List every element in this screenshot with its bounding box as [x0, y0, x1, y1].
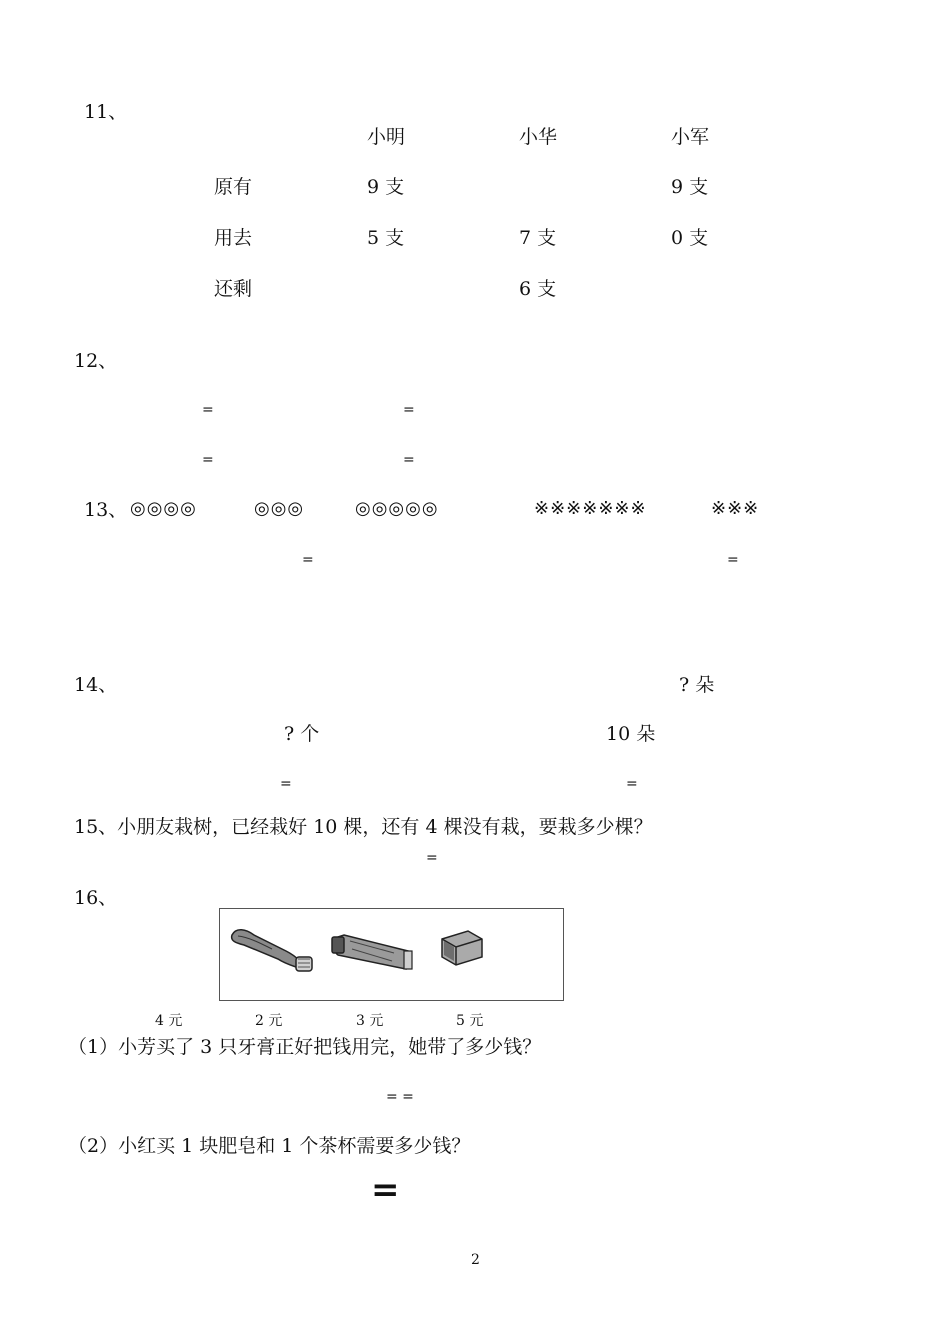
- table-header-xiaojun: 小军: [671, 126, 710, 148]
- table-cell: 9 支: [671, 176, 709, 198]
- price-label-cup: 5 元: [456, 1013, 484, 1029]
- table-cell: 7 支: [519, 227, 557, 249]
- table-cell: 0 支: [671, 227, 709, 249]
- table-cell: 5 支: [367, 227, 405, 249]
- question-16-part-2: （2）小红买 1 块肥皂和 1 个茶杯需要多少钱？: [68, 1135, 471, 1157]
- equals-sign: =: [202, 452, 214, 468]
- toothpaste-icon: [330, 929, 416, 977]
- flowers-ten-label: 10 朵: [606, 723, 656, 745]
- question-number-16: 16、: [74, 887, 118, 909]
- question-number-12: 12、: [74, 350, 118, 372]
- price-label-toothbrush: 4 元: [155, 1013, 183, 1029]
- circle-group-4: ◎◎◎◎: [130, 498, 197, 519]
- circle-group-3: ◎◎◎: [254, 498, 305, 519]
- row-label-original: 原有: [214, 176, 253, 198]
- table-cell: 6 支: [519, 278, 557, 300]
- equals-sign: =: [727, 552, 739, 568]
- star-group-7: ※※※※※※※: [534, 498, 647, 519]
- table-cell: 9 支: [367, 176, 405, 198]
- row-label-used: 用去: [214, 227, 253, 249]
- equals-sign: =: [626, 776, 638, 792]
- items-picture-box: [219, 908, 564, 1001]
- question-15-text: 15、小朋友栽树，已经栽好 10 棵，还有 4 棵没有栽，要栽多少棵？: [74, 816, 653, 838]
- soap-icon: [438, 925, 486, 967]
- table-header-xiaohua: 小华: [519, 126, 558, 148]
- equals-sign: =: [403, 402, 415, 418]
- flowers-unknown-label: ? 朵: [679, 674, 715, 696]
- price-label-toothpaste: 2 元: [255, 1013, 283, 1029]
- circle-group-5: ◎◎◎◎◎: [355, 498, 439, 519]
- question-number-13: 13、: [84, 499, 128, 521]
- question-16-part-1: （1）小芳买了 3 只牙膏正好把钱用完，她带了多少钱？: [68, 1036, 542, 1058]
- toothbrush-icon: [226, 923, 318, 981]
- equals-sign: =: [280, 776, 292, 792]
- equals-sign: =: [403, 452, 415, 468]
- table-header-xiaoming: 小明: [367, 126, 406, 148]
- price-label-soap: 3 元: [356, 1013, 384, 1029]
- equals-sign-large: =: [371, 1170, 400, 1210]
- equals-signs: = =: [386, 1089, 414, 1105]
- question-number-11: 11、: [84, 101, 128, 123]
- question-number-14: 14、: [74, 674, 118, 696]
- star-group-3: ※※※: [711, 498, 760, 519]
- equals-sign: =: [302, 552, 314, 568]
- row-label-remaining: 还剩: [214, 278, 253, 300]
- page-number: 2: [471, 1252, 480, 1268]
- equals-sign: =: [202, 402, 214, 418]
- equals-sign: =: [426, 850, 438, 866]
- items-unknown-label: ? 个: [284, 723, 320, 745]
